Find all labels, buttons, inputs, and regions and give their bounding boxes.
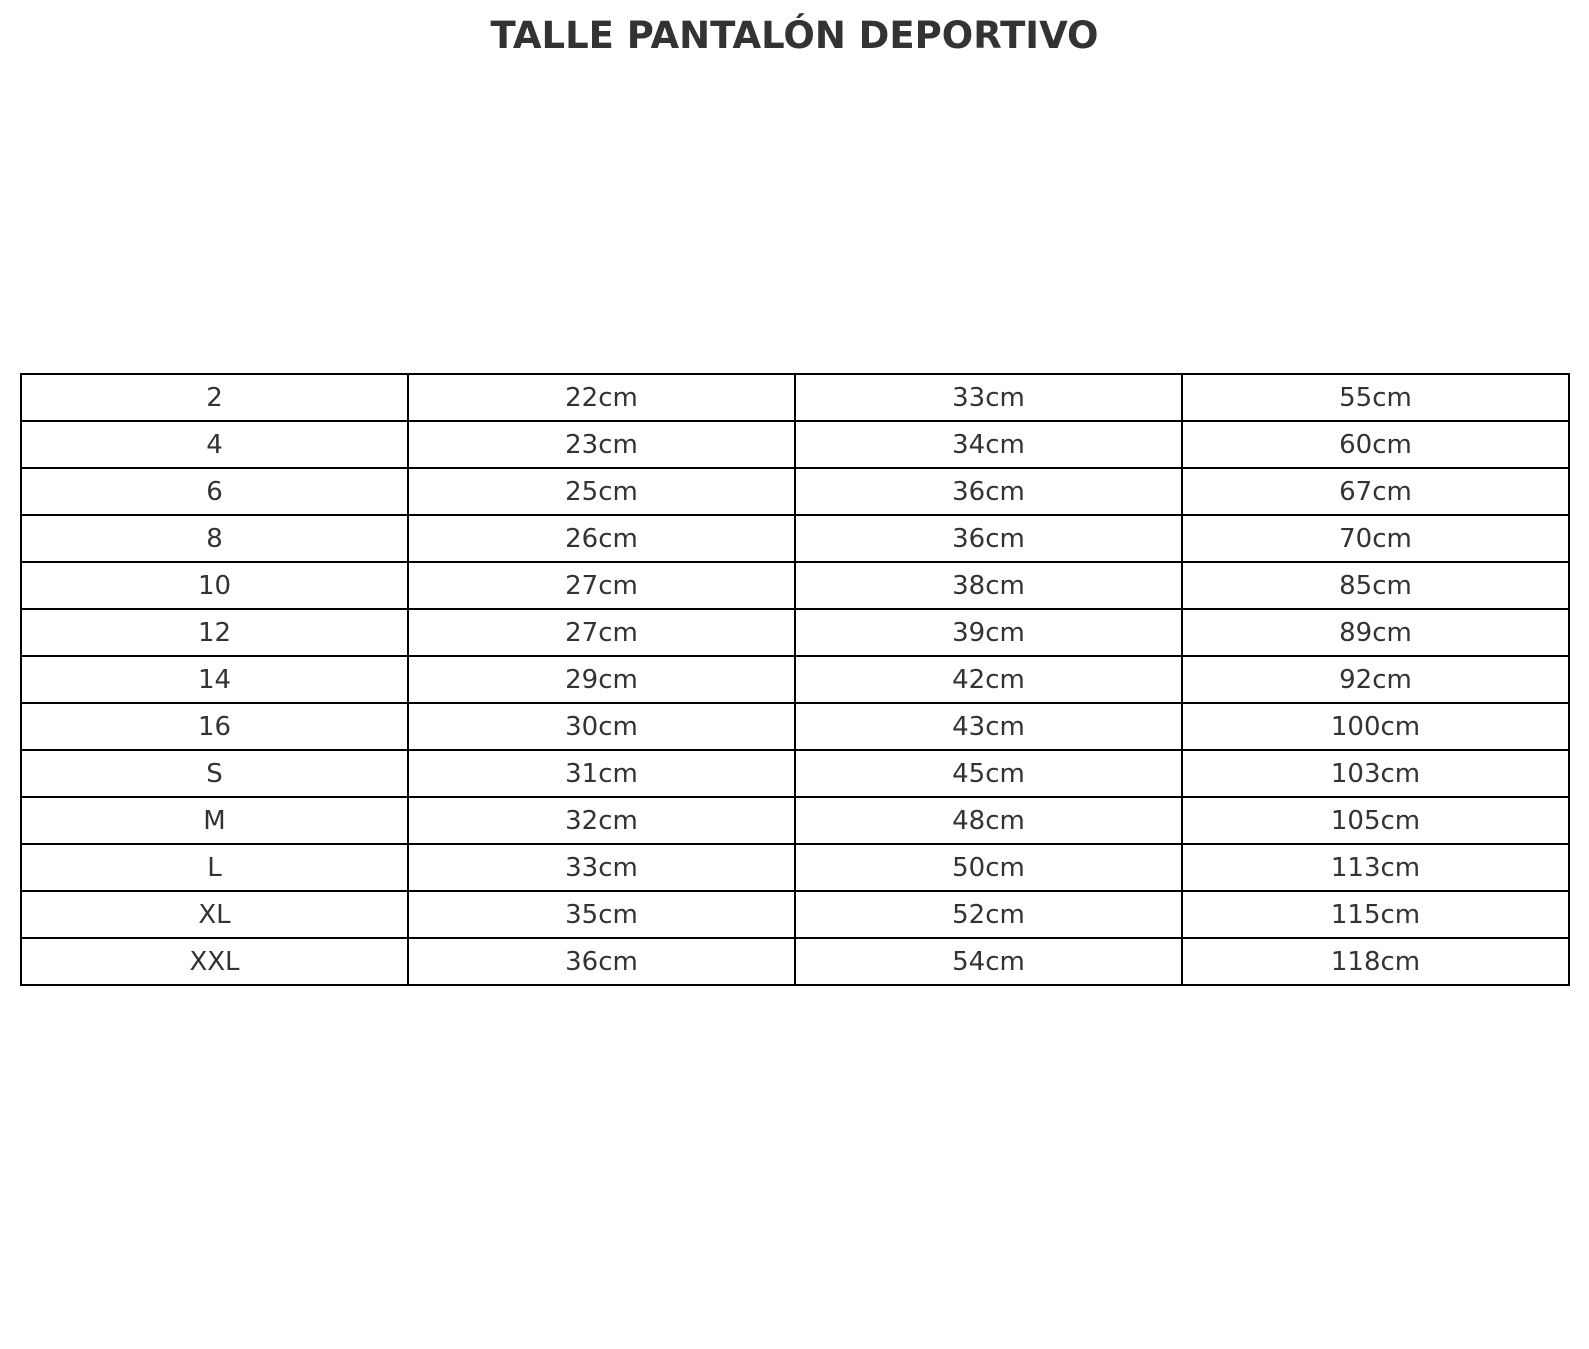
measure-2-cell: 45cm [795,750,1182,797]
table-row [21,468,1569,515]
size-cell: 4 [21,421,408,468]
size-cell: 12 [21,609,408,656]
table-row [21,562,1569,609]
measure-1-cell: 23cm [408,421,795,468]
measure-3-cell: 118cm [1182,938,1569,985]
size-chart-body [21,374,1569,985]
size-cell: 6 [21,468,408,515]
size-cell: 10 [21,562,408,609]
measure-1-cell: 27cm [408,609,795,656]
measure-3-cell: 55cm [1182,374,1569,421]
measure-1-cell: 32cm [408,797,795,844]
measure-2-cell: 38cm [795,562,1182,609]
measure-1-cell: 26cm [408,515,795,562]
measure-3-cell: 92cm [1182,656,1569,703]
measure-3-cell: 85cm [1182,562,1569,609]
size-chart-table [20,373,1570,986]
measure-1-cell: 25cm [408,468,795,515]
size-cell: S [21,750,408,797]
measure-2-cell: 50cm [795,844,1182,891]
measure-3-cell: 89cm [1182,609,1569,656]
table-row [21,421,1569,468]
table-row [21,656,1569,703]
table-row [21,844,1569,891]
table-row [21,515,1569,562]
measure-3-cell: 100cm [1182,703,1569,750]
table-row [21,797,1569,844]
size-cell: 16 [21,703,408,750]
measure-3-cell: 113cm [1182,844,1569,891]
table-row [21,609,1569,656]
table-row [21,374,1569,421]
measure-1-cell: 31cm [408,750,795,797]
table-row [21,750,1569,797]
measure-1-cell: 33cm [408,844,795,891]
measure-3-cell: 67cm [1182,468,1569,515]
size-cell: 8 [21,515,408,562]
page-title: TALLE PANTALÓN DEPORTIVO [490,14,1099,57]
measure-2-cell: 54cm [795,938,1182,985]
size-cell: 14 [21,656,408,703]
measure-2-cell: 36cm [795,468,1182,515]
measure-2-cell: 36cm [795,515,1182,562]
measure-2-cell: 39cm [795,609,1182,656]
measure-3-cell: 70cm [1182,515,1569,562]
measure-1-cell: 36cm [408,938,795,985]
measure-3-cell: 105cm [1182,797,1569,844]
measure-2-cell: 48cm [795,797,1182,844]
size-cell: XL [21,891,408,938]
measure-1-cell: 27cm [408,562,795,609]
measure-2-cell: 42cm [795,656,1182,703]
size-cell: M [21,797,408,844]
measure-3-cell: 60cm [1182,421,1569,468]
size-cell: XXL [21,938,408,985]
size-cell: 2 [21,374,408,421]
table-row [21,891,1569,938]
table-row [21,938,1569,985]
measure-1-cell: 30cm [408,703,795,750]
measure-2-cell: 43cm [795,703,1182,750]
table-row [21,703,1569,750]
measure-1-cell: 29cm [408,656,795,703]
measure-1-cell: 35cm [408,891,795,938]
measure-3-cell: 103cm [1182,750,1569,797]
measure-2-cell: 34cm [795,421,1182,468]
measure-3-cell: 115cm [1182,891,1569,938]
measure-1-cell: 22cm [408,374,795,421]
measure-2-cell: 33cm [795,374,1182,421]
measure-2-cell: 52cm [795,891,1182,938]
size-cell: L [21,844,408,891]
